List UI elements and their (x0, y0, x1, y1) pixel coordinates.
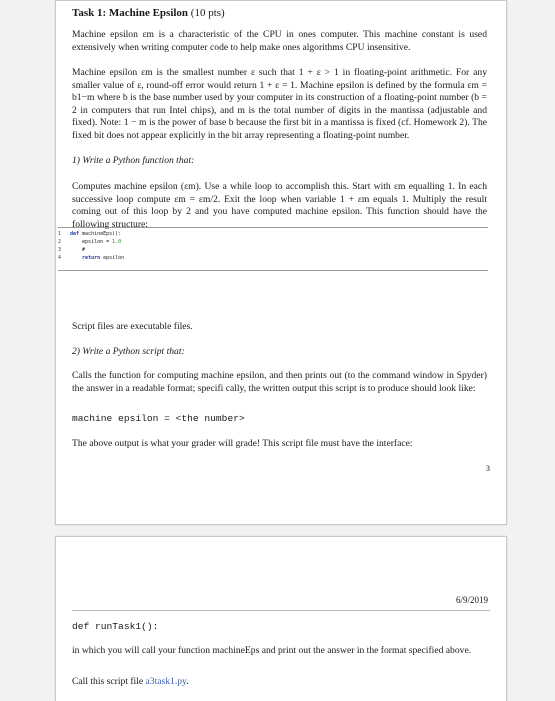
code-block (58, 227, 488, 271)
document-page-1 (55, 0, 507, 525)
code-text: epsilon (100, 255, 125, 261)
task-title-text: Task 1: Machine Epsilon (72, 7, 189, 19)
task-title (72, 7, 225, 19)
code-text: epsilon = (70, 239, 113, 245)
header-divider (72, 610, 490, 611)
line-number: 3 (58, 247, 62, 253)
step1-heading: 1) Write a Python function that: (72, 155, 195, 166)
page-number: 3 (485, 463, 490, 473)
code-line (58, 231, 121, 237)
filename-instruction: Call this script file a3task1.py. (72, 676, 189, 687)
code-line (58, 255, 124, 261)
function-signature: def runTask1(): (72, 621, 159, 632)
task-points: (10 pts) (190, 7, 225, 19)
step2-heading: 2) Write a Python script that: (72, 346, 185, 357)
code-comment: # (70, 247, 86, 253)
page2-paragraph: in which you will call your function machineEps and print out the answer in the format specified above. (72, 645, 472, 656)
page-date: 6/9/2019 (455, 595, 488, 605)
line-number: 4 (58, 255, 62, 261)
grader-note: The above output is what your grader will grade! This script file must have the interface: (72, 438, 413, 449)
definition-paragraph: Machine epsilon εm is the smallest number ε such that 1 + ε > 1 in floating-point arithmetic. For any smaller value of ε, round-off error would return 1 + ε = 1. Machine epsilon is defined by the formula εm = b1−m where b is the base number used by your computer in its construction of a floating-point number (b = 2 in computers that run Intel chips), and m is the total number of digits in the mantissa (adjustable and fixed). Note: 1 − m is the power of base b because the first bit in a mantissa is fixed (cf. Homework 2). The fixed bit does not appear explicitly in the bit array representing a floating-point number. (72, 67, 487, 141)
code-keyword: def (70, 231, 80, 237)
output-example: machine epsilon = <the number> (72, 413, 245, 424)
code-number: 1.0 (112, 239, 122, 245)
step2-paragraph: Calls the function for computing machine epsilon, and then prints out (to the command window in Spyder) the answer in a readable format; specifi cally, the written output this script is to produce should look like: (72, 370, 487, 394)
code-line (58, 247, 85, 253)
document-page-2 (55, 536, 507, 701)
code-text: machineEps(): (79, 231, 122, 237)
line-number: 1 (58, 231, 62, 237)
line-number: 2 (58, 239, 62, 245)
intro-paragraph: Machine epsilon εm is a characteristic of the CPU in ones computer. This machine constant is used extensively when writing computer code to help make ones algorithms CPU insensitive. (72, 29, 487, 53)
step1-paragraph: Computes machine epsilon (εm). Use a while loop to accomplish this. Start with εm equalling 1. In each successive loop compute εm = εm/2. Exit the loop when variable 1 + εm equals 1. Multiply the result coming out of this loop by 2 and you have computed machine epsilon. This function should have the following structure: (72, 181, 487, 230)
filename-prefix: Call this script file (72, 676, 146, 687)
code-line (58, 239, 121, 245)
script-note: Script files are executable files. (72, 321, 193, 332)
filename-link[interactable]: a3task1.py (145, 676, 187, 687)
code-keyword: return (82, 255, 101, 261)
